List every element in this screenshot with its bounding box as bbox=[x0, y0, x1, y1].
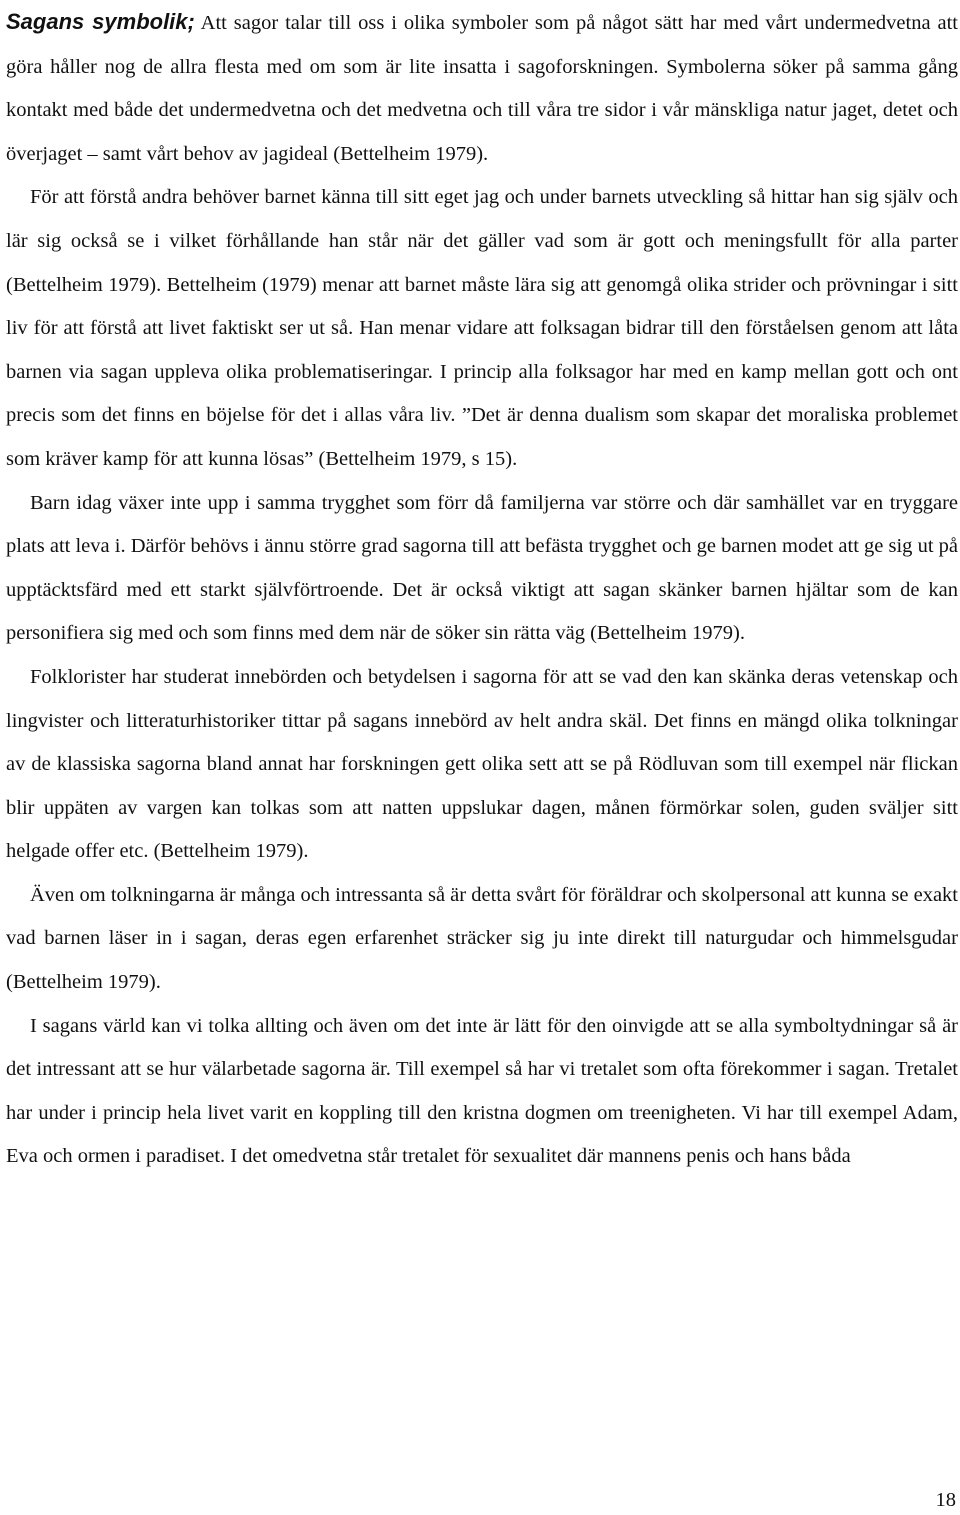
section-lead-text: Att sagor talar till oss i olika symboler som på något sätt har med vårt undermedvetna att göra håller nog de allra flesta med om som är lite insatta i sagoforskningen. Symbolerna söker på samma gång kontakt med både det undermedvetna och det medvetna och till våra tre sidor i vår mänskliga natur jaget, detet och överjaget – samt vårt behov av jagideal (Bettelheim 1979). bbox=[6, 12, 958, 165]
paragraph-4: Även om tolkningarna är många och intressanta så är detta svårt för föräldrar och skolpersonal att kunna se exakt vad barnen läser in i sagan, deras egen erfarenhet sträcker sig ju inte direkt till naturgudar och himmelsgudar (Bettelheim 1979). bbox=[6, 883, 958, 994]
paragraph-2: Barn idag växer inte upp i samma trygghet som förr då familjerna var större och där samhället var en tryggare plats att leva i. Därför behövs i ännu större grad sagorna till att befästa trygghet och ge barnen modet att ge sig ut på upptäcktsfärd med ett starkt självförtroende. Det är också viktigt att sagan skänker barnen hjältar som de kan personifiera sig med och som finns med dem när de söker sin rätta väg (Bettelheim 1979). bbox=[6, 491, 958, 645]
paragraph-1: För att förstå andra behöver barnet känna till sitt eget jag och under barnets utveckling så hittar han sig själv och lär sig också se i vilket förhållande han står när det gäller vad som är gott och meningsfullt för alla parter (Bettelheim 1979). Bettelheim (1979) menar att barnet måste lära sig att genomgå olika strider och prövningar i sitt liv för att förstå att livet faktiskt ser ut så. Han menar vidare att folksagan bidrar till den förståelsen genom att låta barnen via sagan uppleva olika problematiseringar. I princip alla folksagor har med en kamp mellan gott och ont precis som det finns en böjelse för det i allas våra liv. ”Det är denna dualism som skapar det moraliska problemet som kräver kamp för att kunna lösas” (Bettelheim 1979, s 15). bbox=[6, 186, 958, 470]
body-text bbox=[6, 0, 958, 1179]
section-heading: Sagans symbolik; bbox=[6, 9, 195, 34]
paragraph-5: I sagans värld kan vi tolka allting och även om det inte är lätt för den oinvigde att se alla symboltydningar så är det intressant att se hur välarbetade sagorna är. Till exempel så har vi tretalet som ofta förekommer i sagan. Tretalet har under i princip hela livet varit en koppling till den kristna dogmen om treenigheten. Vi har till exempel Adam, Eva och ormen i paradiset. I det omedvetna står tretalet för sexualitet där mannens penis och hans båda bbox=[6, 1014, 958, 1168]
paragraph-3: Folklorister har studerat innebörden och betydelsen i sagorna för att se vad den kan skänka deras vetenskap och lingvister och litteraturhistoriker tittar på sagans innebörd av helt andra skäl. Det finns en mängd olika tolkningar av de klassiska sagorna bland annat har forskningen gett olika sett att se på Rödluvan som till exempel när flickan blir uppäten av vargen kan tolkas som att natten uppslukar dagen, månen förmörkar solen, guden sväljer sitt helgade offer etc. (Bettelheim 1979). bbox=[6, 665, 958, 863]
page-number: 18 bbox=[935, 1489, 956, 1511]
section-intro-paragraph bbox=[6, 0, 958, 176]
